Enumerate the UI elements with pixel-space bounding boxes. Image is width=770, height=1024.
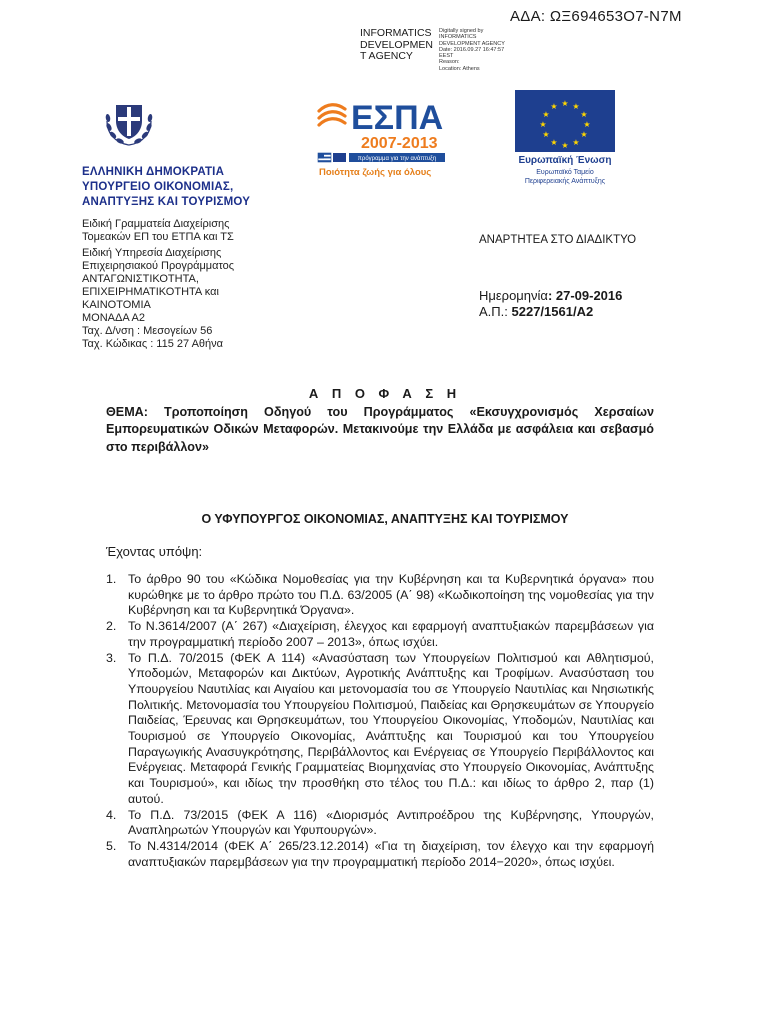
- svg-text:★: ★: [561, 99, 569, 108]
- svg-text:★: ★: [550, 102, 558, 111]
- svg-text:★: ★: [583, 120, 591, 129]
- espa-logo-title: ΕΣΠΑ: [351, 99, 444, 137]
- considerations-list: [106, 572, 654, 870]
- date-value: : 27-09-2016: [547, 288, 623, 303]
- date-line: [479, 288, 622, 304]
- subject-paragraph: ΘΕΜΑ: Τροποποίηση Οδηγού του Προγράμματος «Εκσυγχρονισμός Χερσαίων Εμπορευματικών Οδικών Μεταφορών. Μετακινούμε την Ελλάδα με ασφάλεια και σεβασμό στο περιβάλλον»: [106, 405, 654, 454]
- signature-name-line: DEVELOPMEN: [360, 38, 433, 51]
- list-item-number: 5.: [106, 838, 117, 853]
- minister-heading: Ο ΥΦΥΠΟΥΡΓΟΣ ΟΙΚΟΝΟΜΙΑΣ, ΑΝΑΠΤΥΞΗΣ ΚΑΙ ΤΟΥΡΙΣΜΟΥ: [201, 512, 569, 526]
- list-item-text: Το Ν.3614/2007 (Α΄ 267) «Διαχείριση, έλεγχος και εφαρμογή αναπτυξιακών παρεμβάσεων για την προγραμματική περίοδο 2007 – 2013», όπως ισχύει.: [128, 619, 654, 649]
- org-title-line: ΥΠΟΥΡΓΕΙΟ ΟΙΚΟΝΟΜΙΑΣ,: [82, 181, 234, 193]
- svg-text:★: ★: [572, 102, 580, 111]
- protocol-line: [479, 304, 622, 320]
- org-address-block: [82, 165, 282, 351]
- signature-detail-line: DEVELOPMENT AGENCY: [439, 40, 505, 47]
- org-line: Ειδική Γραμματεία Διαχείρισης: [82, 218, 230, 230]
- list-item-number: 3.: [106, 650, 117, 665]
- espa-logo: [315, 93, 445, 184]
- publish-note: ΑΝΑΡΤΗΤΕΑ ΣΤΟ ΔΙΑΔΙΚΤΥΟ: [479, 234, 637, 246]
- org-title-line: ΕΛΛΗΝΙΚΗ ΔΗΜΟΚΡΑΤΙΑ: [82, 166, 225, 178]
- list-item-text: Το άρθρο 90 του «Κώδικα Νομοθεσίας για την Κυβέρνηση και τα Κυβερνητικά όργανα» που κυρώθηκε με το άρθρο πρώτο του Π.Δ. 63/2005 (Α΄ 98) «Κωδικοποίηση της νομοθεσίας για την Κυβέρνηση και τα Κυβερνητικά Όργανα».: [128, 572, 654, 618]
- svg-text:★: ★: [580, 110, 588, 119]
- svg-text:★: ★: [542, 110, 550, 119]
- ada-code: ΑΔΑ: ΩΞ694653Ο7-Ν7Μ: [510, 8, 682, 25]
- protocol-value: 5227/1561/Α2: [511, 304, 594, 319]
- considering-label: Έχοντας υπόψη:: [106, 544, 203, 559]
- org-line: ΜΟΝΑΔΑ Α2: [82, 312, 145, 324]
- eu-logo-sub: Ευρωπαϊκό Ταμείο: [536, 169, 594, 176]
- date-label: Ημερομηνία: [479, 288, 548, 303]
- svg-text:★: ★: [580, 130, 588, 139]
- espa-logo-years: 2007-2013: [361, 135, 438, 152]
- org-line: ΑΝΤΑΓΩΝΙΣΤΙΚΟΤΗΤΑ,: [82, 273, 199, 285]
- org-line: Ταχ. Κώδικας : 115 27 Αθήνα: [82, 338, 224, 350]
- list-item-number: 2.: [106, 619, 117, 634]
- org-line: Επιχειρησιακού Προγράμματος: [82, 260, 235, 272]
- list-item-text: Το Π.Δ. 73/2015 (ΦΕΚ Α 116) «Διορισμός Αντιπροέδρου της Κυβέρνησης, Υπουργών, Αναπληρωτών Υπουργών και Υφυπουργών».: [128, 807, 654, 838]
- org-line: Ταχ. Δ/νση : Μεσογείων 56: [82, 325, 213, 337]
- list-item: [106, 619, 654, 650]
- org-title-line: ΑΝΑΠΤΥΞΗΣ ΚΑΙ ΤΟΥΡΙΣΜΟΥ: [82, 196, 251, 208]
- signature-detail-line: Digitally signed by: [439, 28, 484, 34]
- signature-name-line: INFORMATICS: [360, 27, 432, 39]
- signature-name-line: T AGENCY: [360, 50, 413, 62]
- list-item: [106, 572, 654, 619]
- org-line: Ειδική Υπηρεσία Διαχείρισης: [82, 247, 222, 259]
- signature-detail-line: EEST: [439, 53, 454, 60]
- espa-logo-band: πρόγραμμα για την ανάπτυξη: [357, 156, 437, 162]
- signature-detail-line: Date: 2016.09.27 16:47:57: [439, 46, 505, 53]
- org-line: ΚΑΙΝΟΤΟΜΙΑ: [82, 299, 151, 311]
- list-item-number: 1.: [106, 572, 117, 586]
- signature-detail-line: INFORMATICS: [439, 34, 477, 41]
- eu-logo-title: Ευρωπαϊκή Ένωση: [518, 155, 612, 166]
- svg-text:★: ★: [561, 141, 569, 150]
- date-protocol-block: [479, 288, 622, 320]
- svg-text:★: ★: [572, 138, 580, 147]
- signature-detail-line: Reason:: [439, 59, 460, 66]
- list-item: [106, 839, 654, 870]
- list-item: [106, 651, 654, 808]
- list-item: [106, 808, 654, 839]
- svg-text:★: ★: [550, 138, 558, 147]
- list-item-text: Το Ν.4314/2014 (ΦΕΚ Α΄ 265/23.12.2014) «Για τη διαχείριση, τον έλεγχο και την εφαρμογή αναπτυξιακών παρεμβάσεων για την προγραμματική περίοδο 2014−2020», όπως ισχύει.: [128, 838, 654, 869]
- greek-emblem-icon: [103, 97, 155, 154]
- eu-logo-sub: Περιφερειακής Ανάπτυξης: [524, 178, 606, 185]
- svg-text:★: ★: [542, 130, 550, 139]
- org-line: Τομεακών ΕΠ του ΕΤΠΑ και ΤΣ: [82, 231, 234, 243]
- svg-text:★: ★: [539, 120, 547, 129]
- signature-details: [439, 28, 519, 72]
- org-line: ΕΠΙΧΕΙΡΗΜΑΤΙΚΟΤΗΤΑ και: [82, 286, 219, 298]
- signature-name: [360, 28, 438, 63]
- list-item-number: 4.: [106, 807, 117, 822]
- signature-detail-line: Location: Athens: [439, 65, 480, 72]
- espa-logo-slogan: Ποιότητα ζωής για όλους: [319, 167, 432, 178]
- protocol-label: Α.Π.:: [479, 304, 512, 319]
- list-item-text: Το Π.Δ. 70/2015 (ΦΕΚ Α 114) «Ανασύσταση των Υπουργείων Πολιτισμού και Αθλητισμού, Υποδομών, Μεταφορών και Δικτύων, Αγροτικής Ανάπτυξης και Τροφίμων. Ανασύσταση του Υπουργείου Ναυτιλίας και Αιγαίου και μετονομασία του σε Υπουργείο Ναυτιλίας και Νησιωτικής Πολιτικής. Μετονομασία του Υπουργείου Πολιτισμού, Παιδείας και Θρησκευμάτων σε Υπουργείο Παιδείας, Έρευνας και Θρησκευμάτων, του Υπουργείου Οικονομίας, Υποδομών, Ναυτιλίας και Τουρισμού σε Υπουργείο Οικονομίας, Ανάπτυξης και Τουρισμού και του Υπουργείου Παραγωγικής Ανασυγκρότησης, Περιβάλλοντος και Ενέργειας σε Υπουργείο Περιβάλλοντος και Ενέργειας. Μεταφορά Γενικής Γραμματείας Βιομηχανίας στο Υπουργείο Οικονομίας, Ανάπτυξης και Τουρισμού», και ιδίως την προσθήκη στο τέλος του Π.Δ.: και ιδίως το άρθρο 2, παρ (1) αυτού.: [128, 650, 654, 806]
- eu-logo: [515, 90, 617, 193]
- decision-title: Α Π Ο Φ Α Σ Η: [308, 386, 462, 401]
